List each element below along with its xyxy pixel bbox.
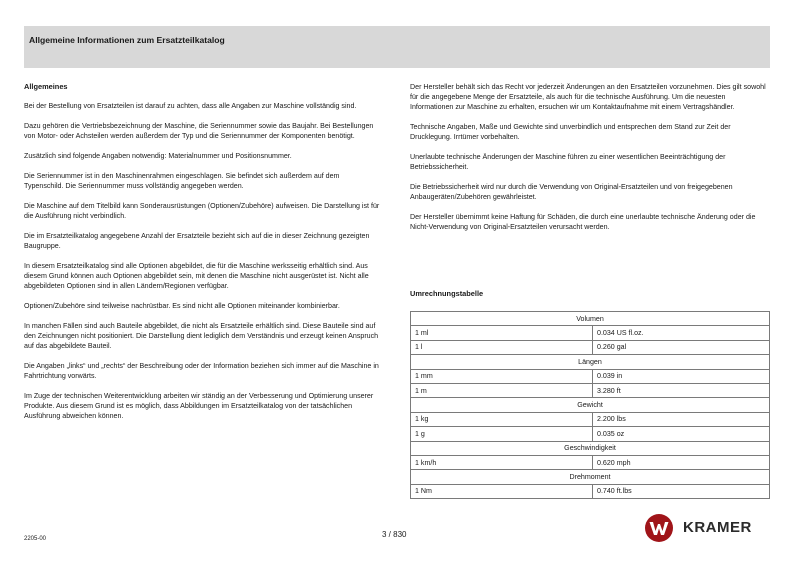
paragraph: In manchen Fällen sind auch Bauteile abgebildet, die nicht als Ersatzteile erhältlich sind. Diese Bauteile sind auf den Zeichnungen nicht positioniert. Die Darstellung dient lediglich dem Verständnis und erzeugt keinen Anspruch auf das abgebildete Bauteil. [24, 322, 379, 350]
table-group-row [411, 312, 770, 326]
table-group-row [411, 355, 770, 369]
table-row [411, 326, 770, 340]
group-label: Gewicht [411, 398, 770, 412]
paragraph: Der Hersteller behält sich das Recht vor jederzeit Änderungen an den Ersatzteilen vorzunehmen. Dies gilt sowohl für die angegebene Menge der Ersatzteile, als auch für die technische Ausführung. Um die neuesten Informationen zur Maschine zu erhalten, ersuchen wir um Kontaktaufnahme mit einem Vertragshändler. [410, 83, 766, 111]
paragraph: Die Angaben „links“ und „rechts“ der Beschreibung oder der Information beziehen sich immer auf die Maschine in Fahrtrichtung vorwärts. [24, 362, 379, 380]
section-heading: Allgemeines [24, 82, 68, 91]
value-cell: 0.034 US fl.oz. [593, 326, 770, 340]
paragraph: Die Seriennummer ist in den Maschinenrahmen eingeschlagen. Sie befindet sich außerdem auf dem Typenschild. Die Seriennummer muss vollständig angegeben werden. [24, 172, 340, 190]
table-group-row [411, 470, 770, 484]
value-cell: 0.039 in [593, 369, 770, 383]
brand-name: KRAMER [683, 519, 752, 536]
unit-cell: 1 m [411, 383, 593, 397]
document-code: 2205-00 [24, 536, 47, 542]
table-group-row [411, 398, 770, 412]
paragraph: Bei der Bestellung von Ersatzteilen ist darauf zu achten, dass alle Angaben zur Maschine vollständig sind. [24, 102, 357, 110]
table-row [411, 484, 770, 498]
page-title: Allgemeine Informationen zum Ersatzteilkatalog [29, 35, 225, 45]
conversion-table [410, 311, 770, 499]
unit-cell: 1 kg [411, 412, 593, 426]
value-cell: 3.280 ft [593, 383, 770, 397]
paragraph: Die Maschine auf dem Titelbild kann Sonderausrüstungen (Optionen/Zubehöre) aufweisen. Die Darstellung ist für die Ausführung nicht verbindlich. [24, 202, 380, 220]
paragraph: Optionen/Zubehöre sind teilweise nachrüstbar. Es sind nicht alle Optionen miteinander kombinierbar. [24, 302, 340, 310]
group-label: Drehmoment [411, 470, 770, 484]
group-label: Volumen [411, 312, 770, 326]
paragraph: In diesem Ersatzteilkatalog sind alle Optionen abgebildet, die für die Maschine werksseitig erhältlich sind. Aus diesem Grund können auch Optionen abgebildet sein, mit denen die Maschine nicht ausgerüstet ist. Nicht alle abgebildeten Optionen sind in allen Ländern/Regionen verfügbar. [24, 262, 369, 290]
value-cell: 0.035 oz [593, 427, 770, 441]
table-row [411, 369, 770, 383]
table-row [411, 340, 770, 354]
unit-cell: 1 g [411, 427, 593, 441]
table-group-row [411, 441, 770, 455]
unit-cell: 1 ml [411, 326, 593, 340]
table-row [411, 427, 770, 441]
right-column [410, 82, 770, 242]
value-cell: 0.620 mph [593, 455, 770, 469]
table-row [411, 412, 770, 426]
group-label: Geschwindigkeit [411, 441, 770, 455]
left-column [24, 82, 380, 431]
unit-cell: 1 l [411, 340, 593, 354]
paragraph: Die im Ersatzteilkatalog angegebene Anzahl der Ersatzteile bezieht sich auf die in dieser Zeichnung gezeigten Baugruppe. [24, 232, 370, 250]
group-label: Längen [411, 355, 770, 369]
paragraph: Der Hersteller übernimmt keine Haftung für Schäden, die durch eine unerlaubte technische Änderung oder die Nicht-Verwendung von Original-Ersatzteilen verursacht werden. [410, 213, 756, 231]
paragraph: Im Zuge der technischen Weiterentwicklung arbeiten wir ständig an der Verbesserung und Optimierung unserer Produkte. Aus diesem Grund ist es möglich, dass Abbildungen im Ersatzteilkatalog von der tatsächlichen Ausführung abweichen können. [24, 392, 374, 420]
paragraph: Technische Angaben, Maße und Gewichte sind unverbindlich und entsprechen dem Stand zur Zeit der Drucklegung. Irrtümer vorbehalten. [410, 123, 731, 141]
paragraph: Unerlaubte technische Änderungen der Maschine führen zu einer wesentlichen Beeinträchtigung der Betriebssicherheit. [410, 153, 726, 171]
table-row [411, 455, 770, 469]
page-number: 3 / 830 [382, 530, 407, 539]
unit-cell: 1 Nm [411, 484, 593, 498]
kramer-w-logo-icon [644, 513, 674, 543]
paragraph: Dazu gehören die Vertriebsbezeichnung der Maschine, die Seriennummer sowie das Baujahr. Bei Bestellungen von Motor- oder Achsteilen werden außerdem der Typ und die Seriennummer der Komponenten benötigt. [24, 122, 374, 140]
unit-cell: 1 km/h [411, 455, 593, 469]
unit-cell: 1 mm [411, 369, 593, 383]
table-title: Umrechnungstabelle [410, 289, 484, 298]
paragraph: Die Betriebssicherheit wird nur durch die Verwendung von Original-Ersatzteilen und von freigegebenen Anbaugeräten/Zubehören gewährleistet. [410, 183, 733, 201]
value-cell: 2.200 lbs [593, 412, 770, 426]
value-cell: 0.740 ft.lbs [593, 484, 770, 498]
value-cell: 0.260 gal [593, 340, 770, 354]
header-band [24, 26, 770, 68]
paragraph: Zusätzlich sind folgende Angaben notwendig: Materialnummer und Positionsnummer. [24, 152, 292, 160]
table-row [411, 383, 770, 397]
